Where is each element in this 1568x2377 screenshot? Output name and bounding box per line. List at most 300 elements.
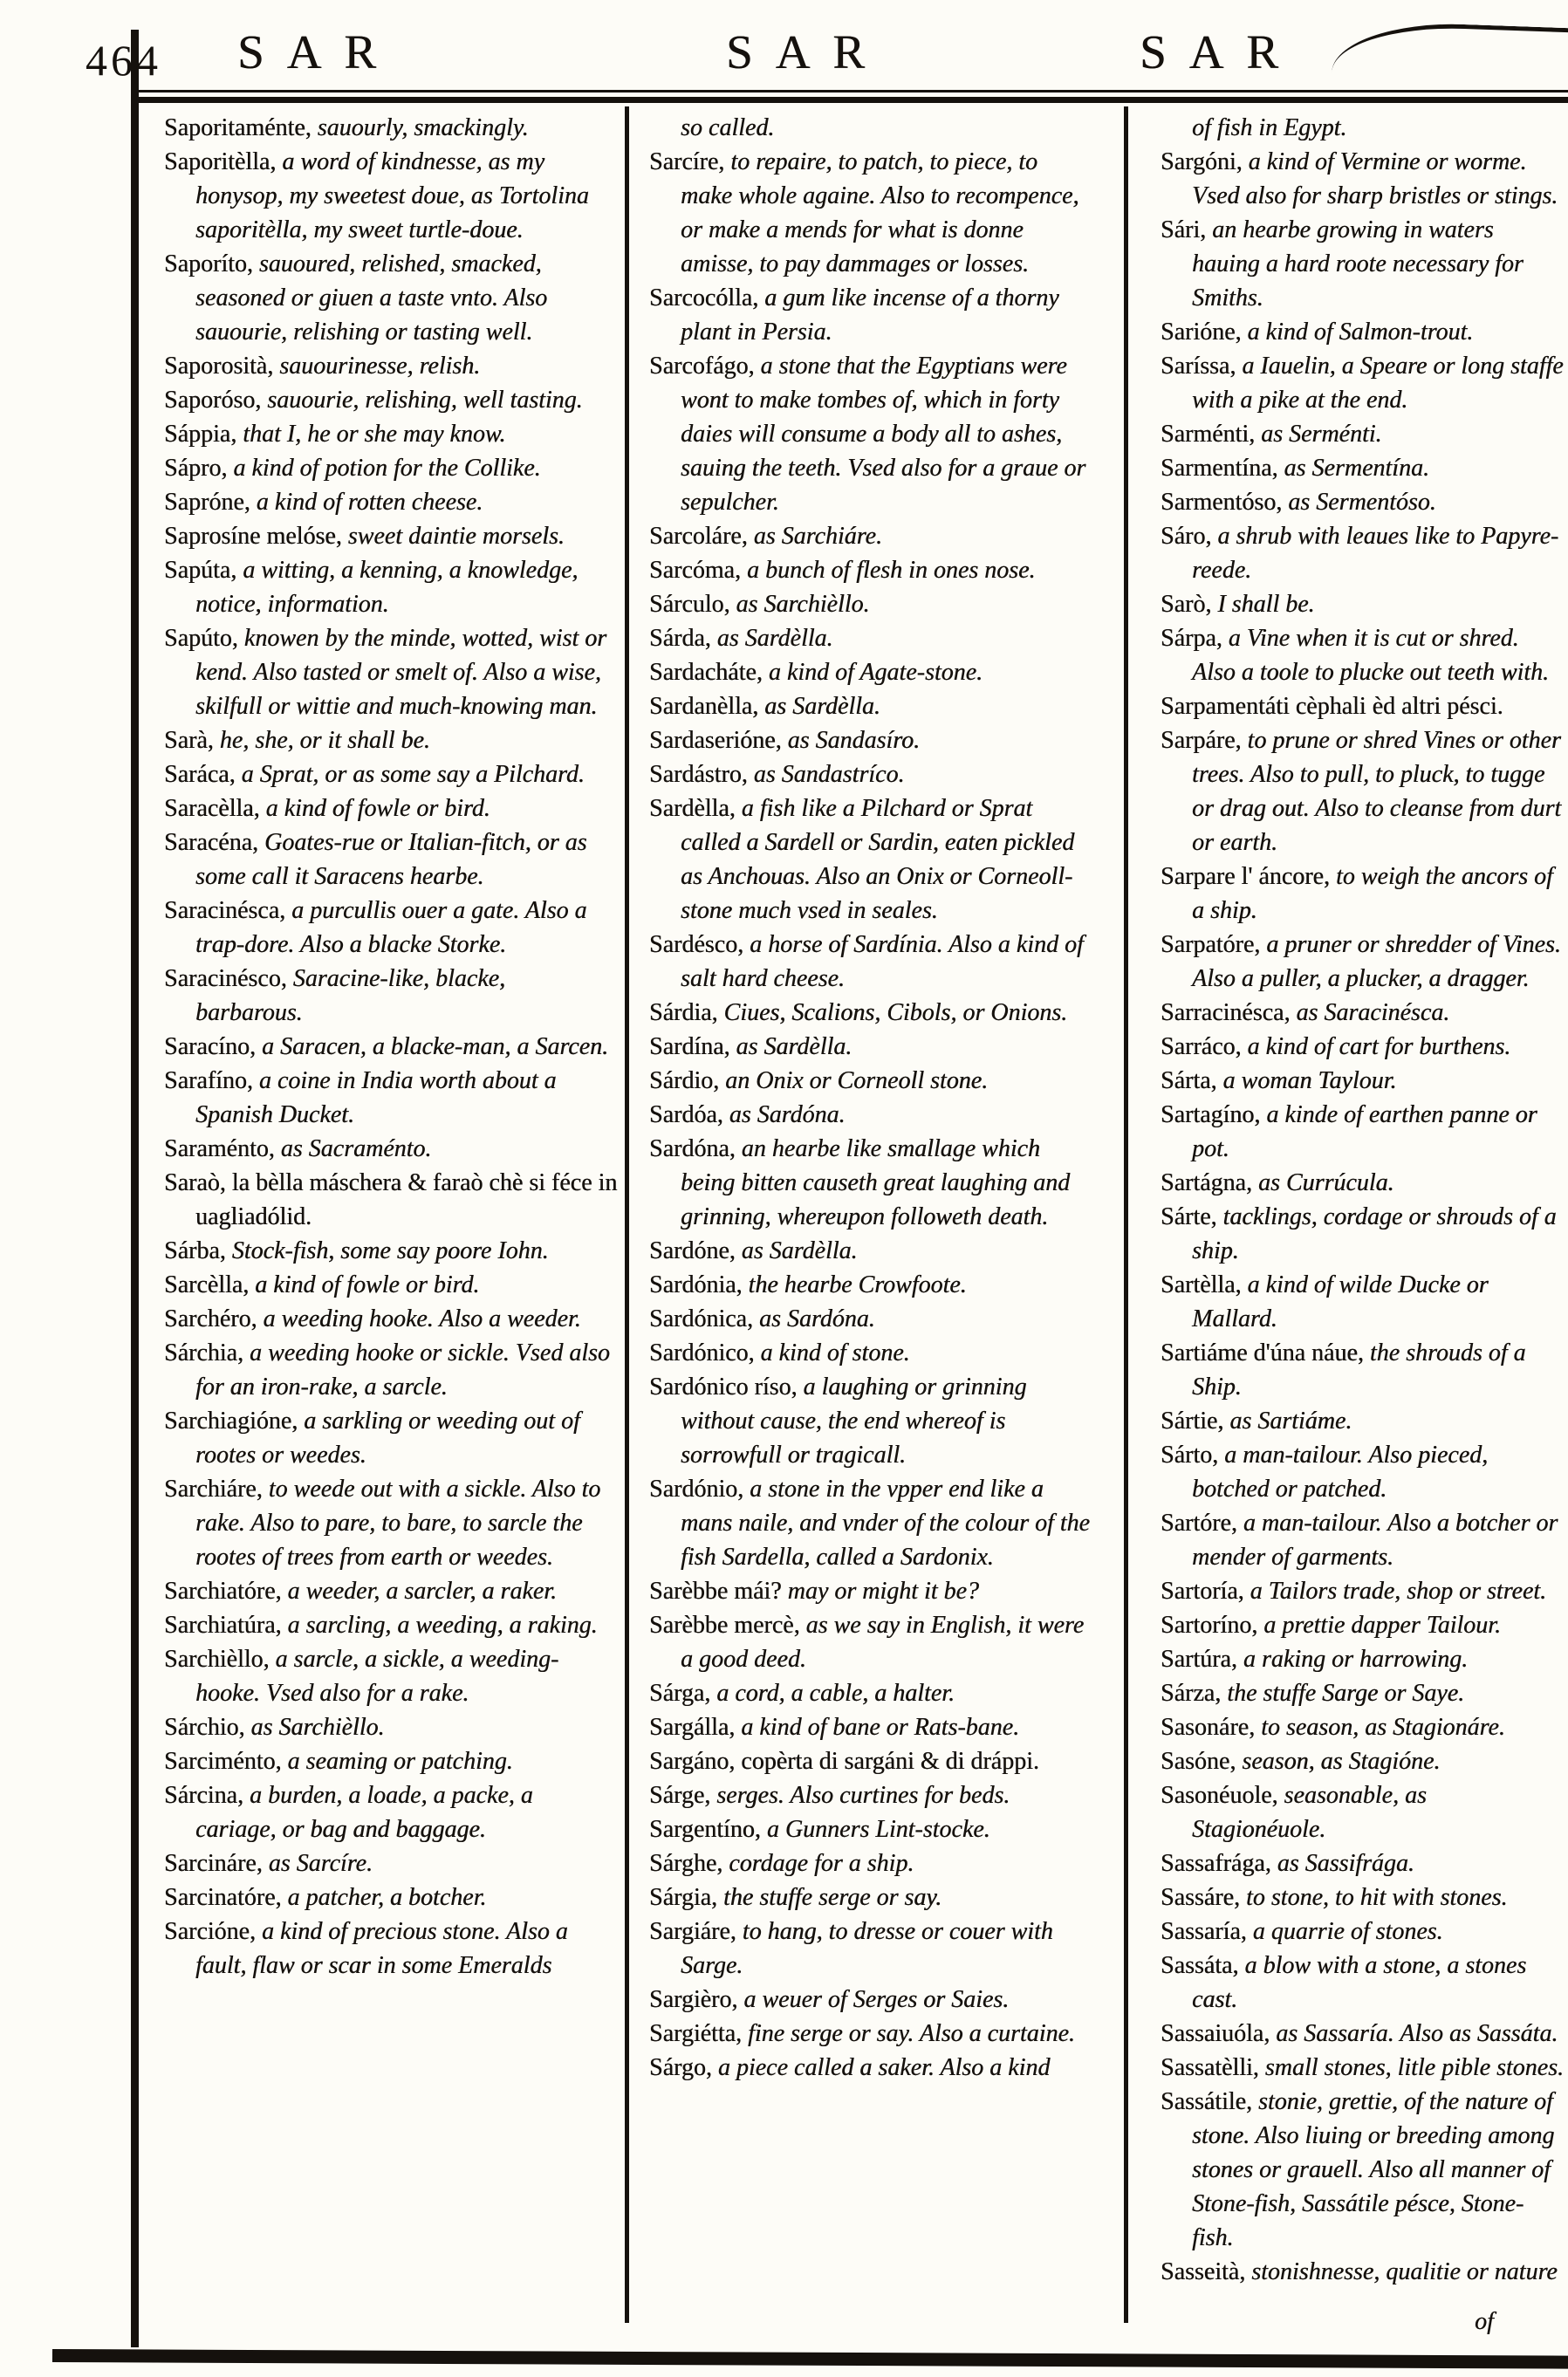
entry-headword: Saracéna, xyxy=(164,829,265,856)
dictionary-entry xyxy=(649,1812,1090,1846)
entry-headword: Sardína, xyxy=(649,1033,736,1060)
page-number: 464 xyxy=(86,36,161,85)
dictionary-entry xyxy=(164,1915,618,1983)
entry-definition: a weeder, a sarcler, a raker. xyxy=(287,1578,557,1605)
entry-headword: Sargiáre, xyxy=(649,1918,743,1945)
page-corner-mark xyxy=(1332,20,1568,94)
dictionary-entry xyxy=(164,1608,618,1642)
dictionary-entry xyxy=(1161,621,1564,689)
entry-headword: Sarcofágo, xyxy=(649,353,761,380)
entry-headword: Sarcióne, xyxy=(164,1918,262,1945)
entry-definition: a kind of Salmon-trout. xyxy=(1247,319,1474,346)
entry-definition: a blow with a stone, a stones cast. xyxy=(1192,1952,1527,2013)
dictionary-entry xyxy=(649,757,1090,791)
entry-headword: Sarcináre, xyxy=(164,1850,269,1877)
entry-headword: Sarchièllo, xyxy=(164,1646,276,1673)
running-head-1: SAR xyxy=(237,25,399,79)
dictionary-entry xyxy=(649,1676,1090,1710)
entry-definition: as Sassifrága. xyxy=(1277,1850,1414,1877)
entry-definition: a coine in India worth about a Spanish Ducket. xyxy=(195,1067,557,1128)
entry-headword: Sarò, xyxy=(1161,591,1218,618)
dictionary-entry xyxy=(649,1234,1090,1268)
dictionary-entry xyxy=(649,1064,1090,1098)
dictionary-entry xyxy=(1161,145,1564,213)
entry-definition: the stuffe serge or say. xyxy=(723,1884,942,1911)
entry-headword: Sardónio, xyxy=(649,1476,750,1503)
entry-headword: Sardástro, xyxy=(649,761,754,788)
entry-headword: Sartoríno, xyxy=(1161,1612,1264,1639)
dictionary-entry xyxy=(1161,1098,1564,1166)
dictionary-entry xyxy=(164,451,618,485)
entry-definition: a laughing or grinning without cause, the end whereof is sorrowfull or tragicall. xyxy=(681,1373,1027,1469)
entry-headword: Sarcinatóre, xyxy=(164,1884,288,1911)
entry-definition: a kind of bane or Rats-bane. xyxy=(741,1714,1020,1741)
dictionary-entry xyxy=(164,553,618,621)
entry-headword: Sárgia, xyxy=(649,1884,724,1911)
dictionary-entry xyxy=(164,1064,618,1132)
dictionary-entry xyxy=(649,1098,1090,1132)
entry-headword: Sárba, xyxy=(164,1237,232,1264)
entry-definition: a prettie dapper Tailour. xyxy=(1263,1612,1501,1639)
entry-headword: Sáro, xyxy=(1161,523,1218,550)
entry-definition: as Sandasíro. xyxy=(787,727,921,754)
entry-headword: Sarmentína, xyxy=(1161,455,1284,482)
entry-headword: Sartágna, xyxy=(1161,1169,1258,1196)
entry-headword: Sárgo, xyxy=(649,2054,718,2081)
entry-headword: Sasonéuole, xyxy=(1161,1782,1284,1809)
entry-headword: Saporóso, xyxy=(164,387,268,414)
entry-definition: a kind of rotten cheese. xyxy=(256,489,483,516)
dictionary-entry xyxy=(1161,996,1564,1030)
entry-headword: Sarcóma, xyxy=(649,557,747,584)
entry-definition: Stock-fish, some say poore Iohn. xyxy=(231,1237,549,1264)
entry-definition: as Serménti. xyxy=(1261,421,1382,448)
entry-headword: Sardónico ríso, xyxy=(649,1373,804,1401)
entry-definition: a Tailors trade, shop or street. xyxy=(1250,1578,1547,1605)
entry-definition: to weigh the ancors of a ship. xyxy=(1192,863,1553,924)
entry-headword: Sargáno, xyxy=(649,1748,742,1775)
entry-headword: Sártie, xyxy=(1161,1408,1230,1435)
dictionary-entry xyxy=(649,1472,1090,1574)
entry-definition: a kind of Vermine or worme. Vsed also for sharp bristles or stings. xyxy=(1192,148,1558,209)
entry-definition: as Sartiáme. xyxy=(1229,1408,1352,1435)
entry-definition: as Sarchièllo. xyxy=(250,1714,385,1741)
entry-definition: an Onix or Corneoll stone. xyxy=(725,1067,989,1094)
entry-definition: a word of kindnesse, as my honysop, my sweetest doue, as Tortolina saporitèlla, my sweet turtle-doue. xyxy=(195,148,589,243)
dictionary-entry xyxy=(164,383,618,417)
dictionary-entry xyxy=(649,1132,1090,1234)
entry-headword: Sárga, xyxy=(649,1680,717,1707)
entry-headword: Sapróne, xyxy=(164,489,257,516)
entry-definition: as Sarchièllo. xyxy=(736,591,870,618)
entry-definition: a kinde of earthen panne or pot. xyxy=(1192,1101,1537,1162)
entry-headword: Saporitaménte, xyxy=(164,114,318,141)
dictionary-entry xyxy=(1161,1642,1564,1676)
dictionary-entry xyxy=(1161,1880,1564,1915)
dictionary-entry xyxy=(1161,1030,1564,1064)
dictionary-entry xyxy=(164,1778,618,1846)
dictionary-entry xyxy=(649,1302,1090,1336)
dictionary-entry xyxy=(649,1880,1090,1915)
entry-definition: fine serge or say. Also a curtaine. xyxy=(748,2020,1075,2047)
entry-headword: Sasseità, xyxy=(1161,2258,1252,2285)
entry-definition: a fish like a Pilchard or Sprat called a Sardell or Sardin, eaten pickled as Anchouas. Also an Onix or Corneoll-stone much vsed in seales. xyxy=(681,795,1075,924)
entry-headword: Sardónia, xyxy=(649,1271,749,1298)
entry-definition: la bèlla máschera & faraò chè si féce in uagliadólid. xyxy=(195,1169,618,1230)
column-3 xyxy=(1161,111,1564,2289)
dictionary-entry xyxy=(164,1472,618,1574)
entry-headword: Sarcoláre, xyxy=(649,523,754,550)
entry-headword: Sasonáre, xyxy=(1161,1714,1262,1741)
entry-definition: sauourinesse, relish. xyxy=(279,353,481,380)
dictionary-entry xyxy=(649,1336,1090,1370)
entry-definition: stonie, grettie, of the nature of stone. Also liuing or breeding among stones or grauell. Also all manner of Stone-fish, Sassátile pésce, Stone-fish. xyxy=(1192,2088,1555,2251)
dictionary-entry xyxy=(1161,1166,1564,1200)
dictionary-entry xyxy=(1161,111,1564,145)
dictionary-entry xyxy=(649,587,1090,621)
entry-definition: sauourly, smackingly. xyxy=(317,114,529,141)
entry-definition: sauoured, relished, smacked, seasoned or giuen a taste vnto. Also sauourie, relishing or tasting well. xyxy=(195,250,548,346)
entry-headword: Sartúra, xyxy=(1161,1646,1243,1673)
dictionary-entry xyxy=(1161,213,1564,315)
dictionary-entry xyxy=(1161,315,1564,349)
entry-definition: tacklings, cordage or shrouds of a ship. xyxy=(1192,1203,1557,1264)
entry-headword: Saraò, xyxy=(164,1169,232,1196)
entry-definition: the hearbe Crowfoote. xyxy=(748,1271,967,1298)
column-divider-2 xyxy=(1124,106,1128,2323)
entry-definition: a Sprat, or as some say a Pilchard. xyxy=(241,761,585,788)
dictionary-entry xyxy=(649,928,1090,996)
entry-definition: an hearbe growing in waters hauing a hard roote necessary for Smiths. xyxy=(1192,216,1523,312)
entry-headword: Sassatèlli, xyxy=(1161,2054,1265,2081)
entry-definition: a kind of Agate-stone. xyxy=(768,659,983,686)
entry-definition: as Sermentína. xyxy=(1284,455,1429,482)
dictionary-entry xyxy=(649,349,1090,519)
entry-headword: Sartèlla, xyxy=(1161,1271,1248,1298)
entry-definition: a horse of Sardínia. Also a kind of salt hard cheese. xyxy=(681,931,1084,992)
entry-headword: Saracinésco, xyxy=(164,965,293,992)
dictionary-entry xyxy=(164,1710,618,1744)
entry-definition: to prune or shred Vines or other trees. Also to pull, to pluck, to tugge or drag out. Also to cleanse from durt or earth. xyxy=(1192,727,1562,856)
dictionary-entry xyxy=(164,825,618,894)
dictionary-entry xyxy=(164,1846,618,1880)
entry-headword: Saríssa, xyxy=(1161,353,1243,380)
entry-definition: small stones, litle pible stones. xyxy=(1264,2054,1564,2081)
entry-headword: Sarráco, xyxy=(1161,1033,1248,1060)
entry-headword: Sargentíno, xyxy=(649,1816,767,1843)
entry-headword: Sarchéro, xyxy=(164,1305,264,1332)
entry-definition: a Vine when it is cut or shred. Also a toole to plucke out teeth with. xyxy=(1192,625,1550,686)
entry-headword: Saracinésca, xyxy=(164,897,292,924)
entry-definition: a weuer of Serges or Saies. xyxy=(743,1986,1010,2013)
entry-definition: to season, as Stagionáre. xyxy=(1261,1714,1505,1741)
entry-definition: a pruner or shredder of Vines. Also a puller, a plucker, a dragger. xyxy=(1192,931,1561,992)
entry-headword: Sapúto, xyxy=(164,625,244,652)
entry-definition: a kind of potion for the Collike. xyxy=(233,455,541,482)
entry-headword: Sardaserióne, xyxy=(649,727,788,754)
entry-headword: Sarèbbe mái? xyxy=(649,1578,788,1605)
dictionary-entry xyxy=(164,417,618,451)
entry-headword: Sardóne, xyxy=(649,1237,742,1264)
entry-definition: a cord, a cable, a halter. xyxy=(716,1680,955,1707)
entry-headword: Saprosíne melóse, xyxy=(164,523,348,550)
entry-definition: sweet daintie morsels. xyxy=(347,523,565,550)
entry-headword: Sarcíre, xyxy=(649,148,731,175)
entry-definition: Saracine-like, blacke, barbarous. xyxy=(195,965,506,1026)
dictionary-entry xyxy=(164,485,618,519)
entry-headword: Sargóni, xyxy=(1161,148,1249,175)
entry-headword: Sassaiuóla, xyxy=(1161,2020,1277,2047)
header-rule-thin xyxy=(131,90,1568,92)
dictionary-entry xyxy=(1161,587,1564,621)
bottom-border-rule xyxy=(52,2349,1568,2369)
entry-headword: Sáppia, xyxy=(164,421,243,448)
entry-headword: Sárza, xyxy=(1161,1680,1228,1707)
dictionary-entry xyxy=(1161,860,1564,928)
entry-definition: Ciues, Scalions, Cibols, or Onions. xyxy=(723,999,1068,1026)
dictionary-entry xyxy=(649,1744,1090,1778)
entry-definition: a seaming or patching. xyxy=(287,1748,513,1775)
entry-headword: Sardèlla, xyxy=(649,795,742,822)
dictionary-entry xyxy=(1161,485,1564,519)
entry-definition: a witting, a kenning, a knowledge, notice, information. xyxy=(195,557,579,618)
column-1 xyxy=(164,111,618,1983)
dictionary-entry xyxy=(649,145,1090,281)
entry-headword: Sarpatóre, xyxy=(1161,931,1267,958)
entry-definition: a piece called a saker. Also a kind xyxy=(717,2054,1051,2081)
dictionary-entry xyxy=(164,1302,618,1336)
dictionary-entry xyxy=(649,621,1090,655)
dictionary-entry xyxy=(649,519,1090,553)
entry-headword: Sárdio, xyxy=(649,1067,726,1094)
dictionary-entry xyxy=(649,1983,1090,2017)
entry-definition: serges. Also curtines for beds. xyxy=(716,1782,1010,1809)
entry-definition: as Currúcula. xyxy=(1257,1169,1394,1196)
entry-definition: to repaire, to patch, to piece, to make whole againe. Also to recompence, or make a mends for what is donne amisse, to pay dammages or losses. xyxy=(681,148,1079,277)
entry-definition: of fish in Egypt. xyxy=(1192,114,1347,141)
dictionary-entry xyxy=(1161,1268,1564,1336)
dictionary-entry xyxy=(164,111,618,145)
entry-definition: a patcher, a botcher. xyxy=(287,1884,487,1911)
entry-headword: Sartoría, xyxy=(1161,1578,1250,1605)
dictionary-entry xyxy=(649,1608,1090,1676)
entry-definition: a purcullis ouer a gate. Also a trap-dore. Also a blacke Storke. xyxy=(195,897,587,958)
dictionary-entry xyxy=(649,111,1090,145)
entry-definition: as Sacraménto. xyxy=(280,1135,432,1162)
entry-headword: Sárte, xyxy=(1161,1203,1223,1230)
entry-definition: so called. xyxy=(681,114,775,141)
entry-definition: as we say in English, it were a good deed. xyxy=(681,1612,1085,1673)
entry-headword: Sárpa, xyxy=(1161,625,1229,652)
dictionary-entry xyxy=(1161,519,1564,587)
entry-definition: copèrta di sargáni & di dráppi. xyxy=(741,1748,1039,1775)
dictionary-entry xyxy=(164,1744,618,1778)
entry-definition: as Sarcíre. xyxy=(268,1850,373,1877)
entry-headword: Sasóne, xyxy=(1161,1748,1243,1775)
dictionary-entry xyxy=(1161,417,1564,451)
entry-definition: may or might it be? xyxy=(787,1578,979,1605)
dictionary-entry xyxy=(164,621,618,723)
header-rule-thick xyxy=(131,97,1568,103)
dictionary-entry xyxy=(164,519,618,553)
entry-definition: as Saracinésca. xyxy=(1296,999,1450,1026)
entry-headword: Sargièro, xyxy=(649,1986,744,2013)
entry-definition: stonishnesse, qualitie or nature xyxy=(1251,2258,1558,2285)
dictionary-entry xyxy=(649,1915,1090,1983)
entry-headword: Sassáre, xyxy=(1161,1884,1246,1911)
dictionary-entry xyxy=(1161,2051,1564,2085)
entry-headword: Sardacháte, xyxy=(649,659,769,686)
entry-definition: a sarcling, a weeding, a raking. xyxy=(287,1612,598,1639)
entry-definition: I shall be. xyxy=(1217,591,1315,618)
entry-definition: a woman Taylour. xyxy=(1222,1067,1397,1094)
entry-headword: Sárghe, xyxy=(649,1850,729,1877)
dictionary-entry xyxy=(164,1642,618,1710)
entry-definition: a man-tailour. Also a botcher or mender of garments. xyxy=(1192,1510,1558,1571)
entry-definition: the shrouds of a Ship. xyxy=(1192,1339,1526,1401)
entry-headword: Sartiáme d'úna náue, xyxy=(1161,1339,1370,1367)
dictionary-entry xyxy=(1161,1608,1564,1642)
entry-headword: Sargiétta, xyxy=(649,2020,749,2047)
dictionary-entry xyxy=(1161,1915,1564,1949)
entry-definition: that I, he or she may know. xyxy=(243,421,506,448)
entry-headword: Sassáta, xyxy=(1161,1952,1245,1979)
entry-headword: Sartagíno, xyxy=(1161,1101,1267,1128)
dictionary-entry xyxy=(164,1030,618,1064)
entry-headword: Sarchiagióne, xyxy=(164,1408,305,1435)
entry-headword: Sassaría, xyxy=(1161,1918,1253,1945)
entry-definition: season, as Stagióne. xyxy=(1242,1748,1441,1775)
entry-headword: Sárdia, xyxy=(649,999,724,1026)
dictionary-entry xyxy=(164,1880,618,1915)
entry-definition: seasonable, as Stagionéuole. xyxy=(1192,1782,1427,1843)
dictionary-entry xyxy=(649,1778,1090,1812)
dictionary-entry xyxy=(649,1370,1090,1472)
dictionary-entry xyxy=(164,723,618,757)
entry-definition: a kind of wilde Ducke or Mallard. xyxy=(1192,1271,1489,1332)
entry-headword: Sápro, xyxy=(164,455,234,482)
dictionary-entry xyxy=(1161,1404,1564,1438)
entry-headword: Saracèlla, xyxy=(164,795,266,822)
entry-headword: Sardóna, xyxy=(649,1135,742,1162)
entry-definition: a Gunners Lint-stocke. xyxy=(766,1816,990,1843)
dictionary-entry xyxy=(1161,2085,1564,2255)
entry-definition: as Sardóna. xyxy=(729,1101,846,1128)
entry-headword: Sári, xyxy=(1161,216,1213,243)
dictionary-entry xyxy=(1161,2255,1564,2289)
entry-definition: a shrub with leaues like to Papyre-reede. xyxy=(1192,523,1559,584)
running-head-3: SAR xyxy=(1140,25,1301,79)
dictionary-entry xyxy=(164,757,618,791)
entry-definition: a bunch of flesh in ones nose. xyxy=(746,557,1036,584)
entry-headword: Sárchio, xyxy=(164,1714,251,1741)
dictionary-entry xyxy=(649,791,1090,928)
dictionary-entry xyxy=(649,2051,1090,2085)
dictionary-entry xyxy=(649,1268,1090,1302)
entry-headword: Sardóa, xyxy=(649,1101,729,1128)
dictionary-entry xyxy=(649,281,1090,349)
entry-headword: Sarèbbe mercè, xyxy=(649,1612,806,1639)
dictionary-entry xyxy=(164,247,618,349)
entry-definition: a sarkling or weeding out of rootes or weedes. xyxy=(195,1408,580,1469)
dictionary-entry xyxy=(164,1268,618,1302)
dictionary-entry xyxy=(1161,1064,1564,1098)
entry-definition: a Iauelin, a Speare or long staffe with a pike at the end. xyxy=(1192,353,1564,414)
entry-headword: Saporosità, xyxy=(164,353,280,380)
entry-definition: a kind of fowle or bird. xyxy=(265,795,490,822)
entry-definition: a burden, a loade, a packe, a cariage, or bag and baggage. xyxy=(195,1782,533,1843)
dictionary-entry xyxy=(649,2017,1090,2051)
dictionary-entry xyxy=(1161,1778,1564,1846)
entry-headword: Sarcèlla, xyxy=(164,1271,256,1298)
dictionary-entry xyxy=(164,145,618,247)
dictionary-entry xyxy=(1161,451,1564,485)
entry-headword: Sárta, xyxy=(1161,1067,1223,1094)
entry-headword: Sarménti, xyxy=(1161,421,1262,448)
entry-headword: Saporitèlla, xyxy=(164,148,283,175)
entry-headword: Sardésco, xyxy=(649,931,750,958)
dictionary-entry xyxy=(1161,1949,1564,2017)
dictionary-entry xyxy=(1161,1438,1564,1506)
entry-headword: Sárge, xyxy=(649,1782,717,1809)
entry-headword: Sardónico, xyxy=(649,1339,761,1367)
entry-definition: a stone that the Egyptians were wont to make tombes of, which in forty daies will consume a body all to ashes, sauing the teeth. Vsed also for a graue or sepulcher. xyxy=(681,353,1086,516)
entry-definition: a kind of cart for burthens. xyxy=(1247,1033,1511,1060)
entry-definition: as Sandastríco. xyxy=(753,761,905,788)
dictionary-entry xyxy=(164,349,618,383)
dictionary-entry xyxy=(1161,1744,1564,1778)
entry-definition: a kind of stone. xyxy=(760,1339,910,1367)
entry-headword: Sarcocólla, xyxy=(649,284,765,312)
dictionary-entry xyxy=(164,962,618,1030)
entry-definition: to hang, to dresse or couer with Sarge. xyxy=(681,1918,1053,1979)
running-head-2: SAR xyxy=(726,25,887,79)
entry-headword: Sarà, xyxy=(164,727,220,754)
entry-headword: Sartóre, xyxy=(1161,1510,1243,1537)
dictionary-entry xyxy=(164,1336,618,1404)
entry-definition: a kind of fowle or bird. xyxy=(255,1271,480,1298)
entry-definition: a man-tailour. Also pieced, botched or patched. xyxy=(1192,1442,1489,1503)
dictionary-entry xyxy=(649,1574,1090,1608)
entry-definition: as Sardèlla. xyxy=(741,1237,858,1264)
entry-definition: a raking or harrowing. xyxy=(1243,1646,1469,1673)
entry-headword: Sarciménto, xyxy=(164,1748,288,1775)
entry-headword: Sarpamentáti cèphali èd altri pésci. xyxy=(1161,693,1503,720)
entry-definition: a Saracen, a blacke-man, a Sarcen. xyxy=(261,1033,609,1060)
dictionary-entry xyxy=(1161,1676,1564,1710)
entry-definition: a stone in the vpper end like a mans naile, and vnder of the colour of the fish Sardella, called a Sardonix. xyxy=(681,1476,1090,1571)
dictionary-entry xyxy=(1161,1574,1564,1608)
dictionary-entry xyxy=(1161,1506,1564,1574)
entry-definition: cordage for a ship. xyxy=(729,1850,914,1877)
catchword: of xyxy=(1475,2308,1494,2335)
entry-headword: Sassafrága, xyxy=(1161,1850,1277,1877)
entry-definition: a weeding hooke or sickle. Vsed also for an iron-rake, a sarcle. xyxy=(195,1339,610,1401)
dictionary-entry xyxy=(649,1710,1090,1744)
dictionary-entry xyxy=(649,553,1090,587)
entry-headword: Saraménto, xyxy=(164,1135,281,1162)
entry-headword: Sardanèlla, xyxy=(649,693,765,720)
entry-definition: Goates-rue or Italian-fitch, or as some call it Saracens hearbe. xyxy=(195,829,587,890)
dictionary-entry xyxy=(164,1132,618,1166)
entry-definition: knowen by the minde, wotted, wist or kend. Also tasted or smelt of. Also a wise, skilfull or wittie and much-knowing man. xyxy=(195,625,607,720)
dictionary-entry xyxy=(1161,349,1564,417)
entry-headword: Sassátile, xyxy=(1161,2088,1258,2115)
entry-definition: a kind of precious stone. Also a fault, flaw or scar in some Emeralds xyxy=(195,1918,568,1979)
entry-definition: he, she, or it shall be. xyxy=(219,727,430,754)
entry-definition: as Sassaría. Also as Sassáta. xyxy=(1276,2020,1558,2047)
dictionary-entry xyxy=(1161,723,1564,860)
